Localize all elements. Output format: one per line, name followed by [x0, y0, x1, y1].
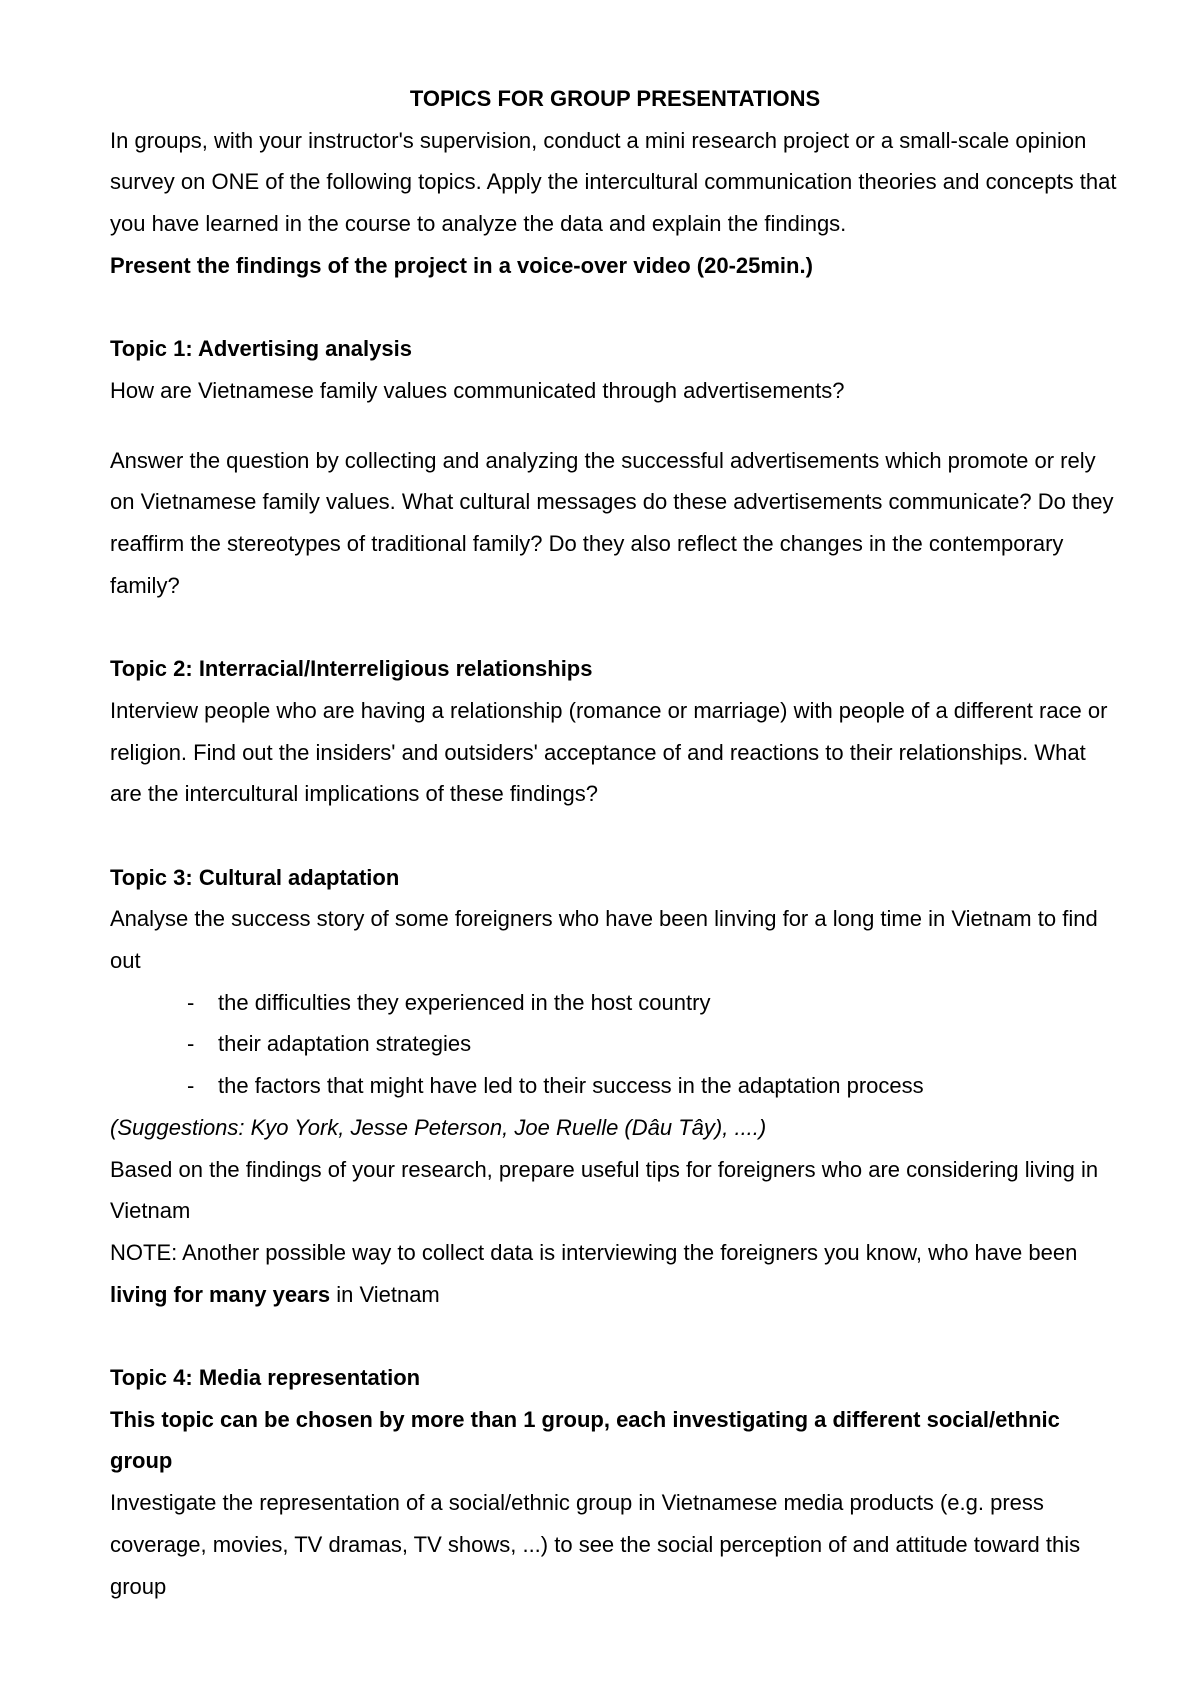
spacer: [110, 606, 1120, 648]
topic-3-suggestions: (Suggestions: Kyo York, Jesse Peterson, Joe Ruelle (Dâu Tây), ....): [110, 1114, 767, 1140]
list-item: [187, 1023, 1120, 1065]
dash-marker: -: [187, 1031, 195, 1057]
note-text: NOTE: Another possible way to collect data is interviewing the foreigners you know, who have been: [110, 1239, 1078, 1265]
topic-2-section: [110, 648, 1120, 815]
list-item-text: the difficulties they experienced in the host country: [218, 989, 711, 1015]
topic-4-section: [110, 1357, 1120, 1607]
topic-2-body: Interview people who are having a relationship (romance or marriage) with people of a different race or religion. Find out the insiders' and outsiders' acceptance of and reactions to their relationships. What are the intercultural implications of these findings?: [110, 697, 1108, 807]
dash-marker: -: [187, 1073, 195, 1099]
topic-3-section: [110, 857, 1120, 1316]
topic-1-question: How are Vietnamese family values communicated through advertisements?: [110, 377, 845, 403]
presentation-instruction: Present the findings of the project in a voice-over video (20-25min.): [110, 252, 813, 278]
topic-3-heading: Topic 3: Cultural adaptation: [110, 864, 400, 890]
topic-1-heading: Topic 1: Advertising analysis: [110, 336, 412, 362]
list-item-text: their adaptation strategies: [218, 1031, 472, 1057]
topic-1-body: Answer the question by collecting and analyzing the successful advertisements which promote or rely on Vietnamese family values. What cultural messages do these advertisements communicate? Do they reaffirm the stereotypes of traditional family? Do they also reflect the changes in the contemporary family?: [110, 447, 1114, 598]
intro-paragraph: In groups, with your instructor's supervision, conduct a mini research project or a small-scale opinion survey on ONE of the following topics. Apply the intercultural communication theories and concepts that you have learned in the course to analyze the data and explain the findings.: [110, 127, 1117, 237]
topic-4-body: Investigate the representation of a social/ethnic group in Vietnamese media products (e.g. press coverage, movies, TV dramas, TV shows, ...) to see the social perception of and attitude toward this group: [110, 1490, 1081, 1599]
topic-3-note: [110, 1232, 1120, 1315]
document-title: TOPICS FOR GROUP PRESENTATIONS: [409, 86, 821, 111]
topic-4-subheading: This topic can be chosen by more than 1 group, each investigating a different social/ethnic group: [110, 1406, 1060, 1474]
note-emphasis: living for many years: [110, 1281, 331, 1307]
spacer: [110, 287, 1120, 329]
list-item: [187, 982, 1120, 1024]
topic-3-bullet-list: [110, 982, 1120, 1107]
topic-3-intro: Analyse the success story of some foreigners who have been linving for a long time in Vietnam to find out: [110, 906, 1098, 974]
spacer: [110, 815, 1120, 857]
dash-marker: -: [187, 989, 195, 1015]
list-item-text: the factors that might have led to their success in the adaptation process: [218, 1073, 924, 1099]
topic-4-heading: Topic 4: Media representation: [110, 1365, 421, 1391]
note-text-end: in Vietnam: [330, 1281, 440, 1307]
topic-3-tips: Based on the findings of your research, prepare useful tips for foreigners who are considering living in Vietnam: [110, 1156, 1099, 1224]
topic-2-heading: Topic 2: Interracial/Interreligious relationships: [110, 656, 593, 682]
document-page: [110, 78, 1120, 1607]
topic-1-section: [110, 328, 1120, 606]
list-item: [187, 1065, 1120, 1107]
spacer: [110, 1315, 1120, 1357]
spacer: [110, 412, 1120, 440]
